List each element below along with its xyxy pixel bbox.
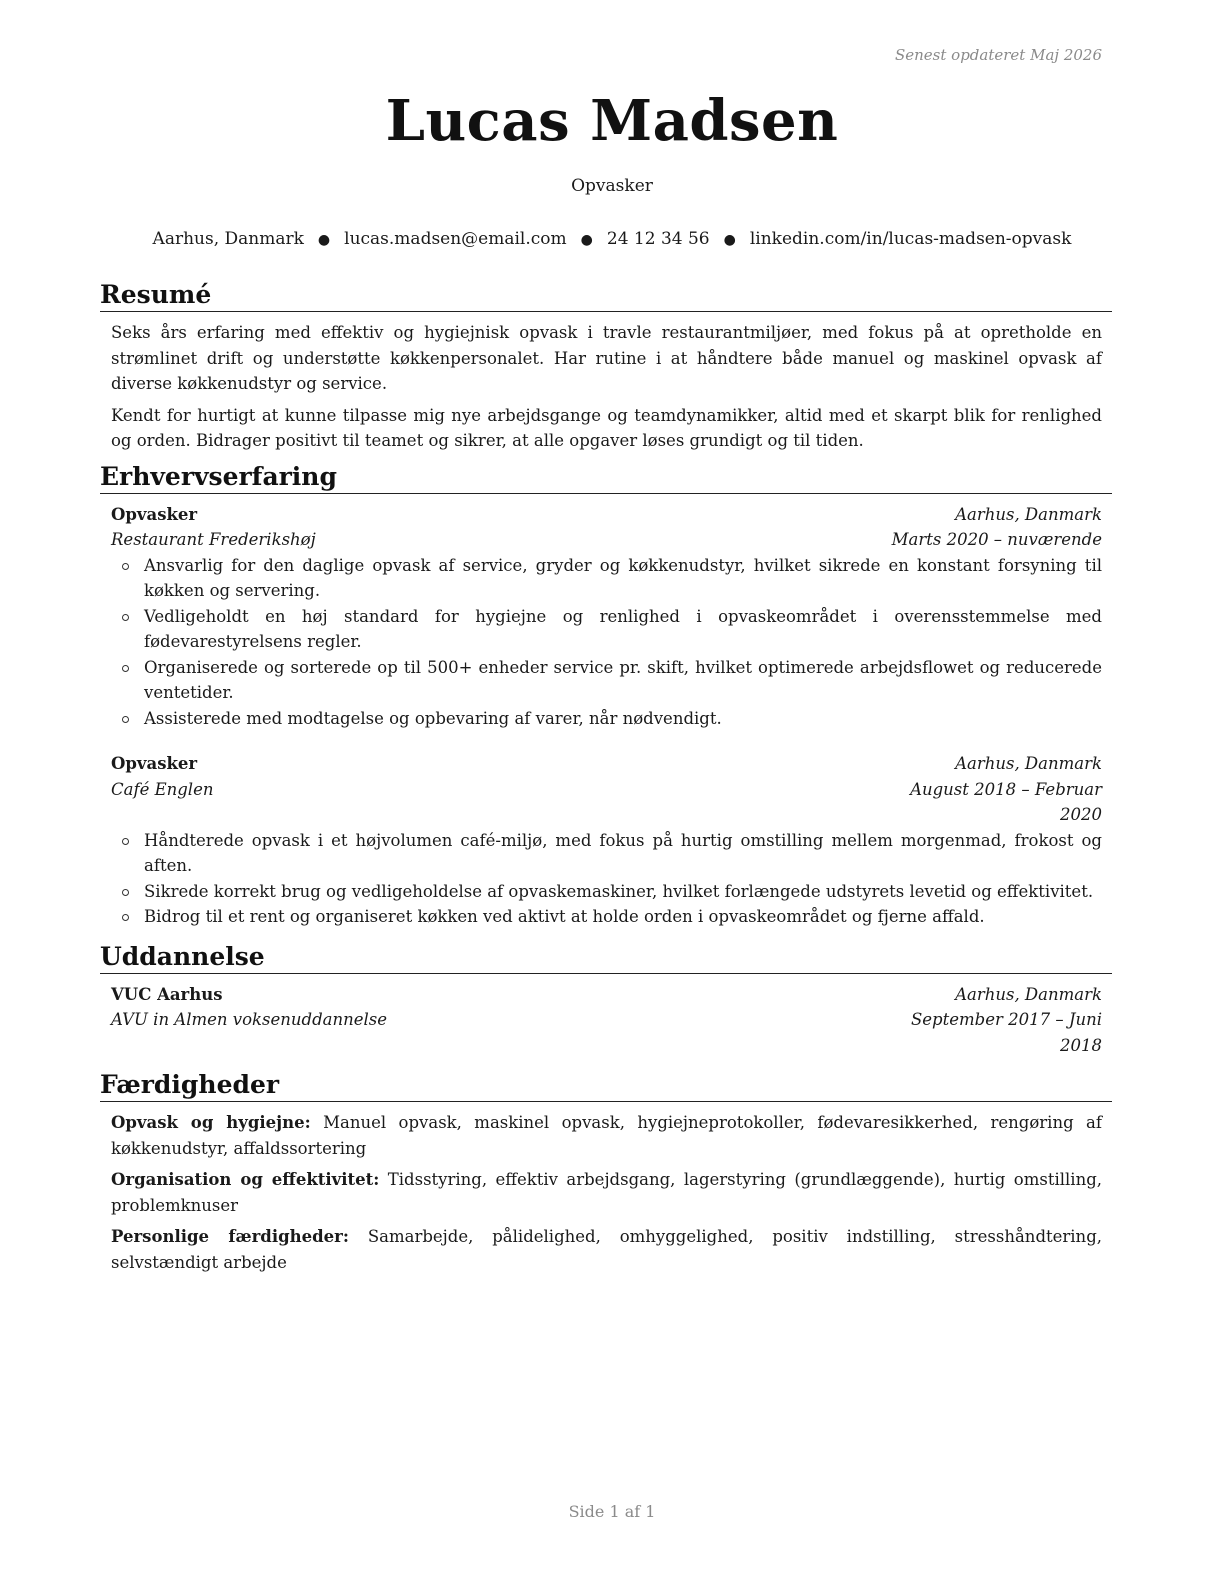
job-entry xyxy=(111,751,1102,930)
experience-section xyxy=(100,460,1112,930)
skill-group xyxy=(111,1167,1102,1218)
skill-label: Organisation og effektivitet: xyxy=(111,1170,380,1189)
list-item: Bidrog til et rent og organiseret køkken ved aktivt at holde orden i opvaskeområdet og fjerne affald. xyxy=(144,904,1102,930)
school-location: Aarhus, Danmark xyxy=(955,984,1102,1004)
job-location: Aarhus, Danmark xyxy=(955,754,1102,773)
job-entry xyxy=(111,502,1102,732)
education-section xyxy=(100,940,1112,1059)
skill-label: Personlige færdigheder: xyxy=(111,1227,349,1246)
bullet-separator-icon: ● xyxy=(317,232,331,248)
list-item: Organiserede og sorterede op til 500+ enheder service pr. skift, hvilket optimerede arbejdsflowet og reducerede ventetider. xyxy=(144,655,1102,706)
skills-section xyxy=(100,1068,1112,1275)
skill-group xyxy=(111,1110,1102,1161)
contact-line xyxy=(0,229,1224,249)
skill-group xyxy=(111,1224,1102,1275)
skill-text: Tidsstyring, effektiv arbejdsgang, lagerstyring (grundlæggende), hurtig omstilling, problemknuser xyxy=(111,1170,1103,1215)
job-title: Opvasker xyxy=(571,176,653,196)
summary-paragraph: Kendt for hurtigt at kunne tilpasse mig nye arbejdsgange og teamdynamikker, altid med et skarpt blik for renlighed og orden. Bidrager positivt til teamet og sikrer, at alle opgaver løses grundigt og til tiden. xyxy=(111,405,1102,450)
section-title: Erhvervserfaring xyxy=(100,460,1112,494)
job-position: Opvasker xyxy=(111,754,198,773)
contact-phone: 24 12 34 56 xyxy=(606,229,710,249)
contact-linkedin[interactable]: linkedin.com/in/lucas-madsen-opvask xyxy=(749,229,1072,249)
bullet-separator-icon: ● xyxy=(580,232,593,248)
list-item: Vedligeholdt en høj standard for hygiejne og renlighed i opvaskeområdet i overensstemmelse med fødevarestyrelsens regler. xyxy=(144,604,1102,655)
summary-paragraph: Seks års erfaring med effektiv og hygiejnisk opvask i travle restaurantmiljøer, med fokus på at opretholde en strømlinet drift og understøtte køkkenpersonalet. Har rutine i at håndtere både manuel og maskinel opvask af diverse køkkenudstyr og service. xyxy=(111,323,1102,393)
list-item: Sikrede korrekt brug og vedligeholdelse af opvaskemaskiner, hvilket forlængede udstyrets levetid og effektivitet. xyxy=(144,879,1102,905)
section-title: Færdigheder xyxy=(100,1068,1112,1102)
contact-location: Aarhus, Danmark xyxy=(152,229,304,249)
job-bullets xyxy=(111,553,1102,732)
job-dates: Marts 2020 – nuværende xyxy=(891,530,1102,549)
skill-label: Opvask og hygiejne: xyxy=(111,1113,311,1132)
list-item: Håndterede opvask i et højvolumen café-miljø, med fokus på hurtig omstilling mellem morgenmad, frokost og aften. xyxy=(144,828,1102,879)
bullet-separator-icon: ● xyxy=(723,232,736,248)
page-number: Side 1 af 1 xyxy=(568,1502,656,1521)
job-dates: August 2018 – Februar 2020 xyxy=(910,779,1102,824)
list-item: Assisterede med modtagelse og opbevaring af varer, når nødvendigt. xyxy=(144,706,1102,732)
job-position: Opvasker xyxy=(111,504,198,524)
skill-text: Manuel opvask, maskinel opvask, hygiejneprotokoller, fødevaresikkerhed, rengøring af køkkenudstyr, affaldssortering xyxy=(111,1113,1102,1158)
job-bullets xyxy=(111,828,1102,930)
education-dates: September 2017 – Juni 2018 xyxy=(910,1010,1102,1055)
school-name: VUC Aarhus xyxy=(111,984,223,1004)
contact-email[interactable]: lucas.madsen@email.com xyxy=(344,229,567,249)
summary-section xyxy=(100,278,1112,454)
candidate-name: Lucas Madsen xyxy=(385,88,839,154)
job-company: Café Englen xyxy=(111,779,214,799)
job-company: Restaurant Frederikshøj xyxy=(111,530,316,549)
job-location: Aarhus, Danmark xyxy=(955,504,1102,524)
list-item: Ansvarlig for den daglige opvask af service, gryder og køkkenudstyr, hvilket sikrede en konstant forsyning til køkken og servering. xyxy=(144,553,1102,604)
section-title: Uddannelse xyxy=(100,940,1112,974)
last-updated: Senest opdateret Maj 2026 xyxy=(894,46,1102,64)
resume-content xyxy=(100,278,1112,1281)
degree: AVU in Almen voksenuddannelse xyxy=(111,1010,388,1029)
education-entry xyxy=(111,982,1102,1059)
section-title: Resumé xyxy=(100,278,1112,312)
skill-text: Samarbejde, pålidelighed, omhyggelighed, positiv indstilling, stresshåndtering, selvstændigt arbejde xyxy=(111,1227,1102,1272)
